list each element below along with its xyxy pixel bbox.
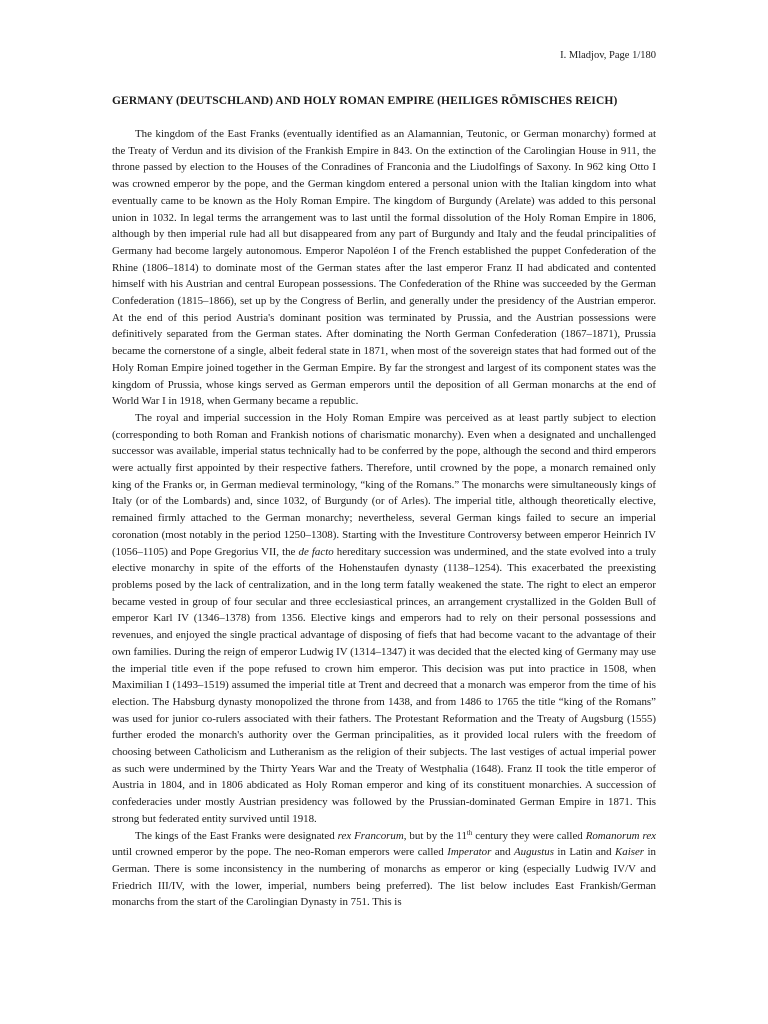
text-run: until crowned emperor by the pope. The neo-Roman emperors were called <box>112 846 448 859</box>
ordinal-suffix: th <box>466 828 473 837</box>
text-run: in Latin and <box>553 846 615 859</box>
page-header: I. Mladjov, Page 1/180 <box>560 50 656 61</box>
text-run: in German. There is some inconsistency in the numbering of monarchs as emperor or king (especially Ludwig IV/V and Friedrich III/IV, with the lower, imperial, numbers being preferred). The list below includes East Frankish/German monarchs from the start of the Carolingian Dynasty in 751. This is <box>112 846 656 909</box>
text-run: , but by the <box>403 829 457 842</box>
italic-term: Augustus <box>514 846 554 859</box>
text-run: The royal and imperial succession in the Holy Roman Empire was perceived as at least partly subject to election (corresponding to both Roman and Frankish notions of charismatic monarchy). Even when a designated and unchallenged successor was available, imperial status technically had to be conferred by the pope, although the second and third emperors were actually first appointed by their respective fathers. Therefore, until crowned by the pope, a monarch remained only king of the Franks or, in German medieval terminology, “king of the Romans.” The monarchs were simultaneously kings of Italy (or of the Lombards) and, since 1032, of Burgundy (or of Arles). The imperial title, although theoretically elective, remained firmly attached to the German monarchy; nevertheless, several German kings failed to secure an imperial coronation (most notably in the period 1250–1308). Starting with the Investiture Controversy between emperor Heinrich IV (1056–1105) and Pope Gregorius VII, the <box>112 411 656 558</box>
italic-term: rex Francorum <box>337 829 404 842</box>
document-body <box>112 126 656 911</box>
italic-term: de facto <box>298 545 334 558</box>
paragraph-2 <box>112 410 656 828</box>
paragraph-1: The kingdom of the East Franks (eventually identified as an Alamannian, Teutonic, or German monarchy) formed at the Treaty of Verdun and its division of the Frankish Empire in 843. On the extinction of the Carolingian House in 911, the throne passed by election to the Houses of the Conradines of Franconia and the Liudolfings of Saxony. In 962 king Otto I was crowned emperor by the pope, and the German kingdom entered a personal union with the Italian kingdom into what eventually came to be known as the Holy Roman Empire. The kingdom of Burgundy (Arelate) was added to this personal union in 1032. In legal terms the arrangement was to last until the formal dissolution of the Holy Roman Empire in 1806, although by then imperial rule had all but disappeared from any part of Burgundy and Italy and the feudal principalities of Germany had become largely autonomous. Emperor Napoléon I of the French established the puppet Confederation of the Rhine (1806–1814) to dominate most of the German states after the last emperor Franz II had abdicated and contented himself with his Austrian and central European possessions. The Confederation of the Rhine was succeeded by the German Confederation (1815–1866), set up by the Congress of Berlin, and generally under the presidency of the Austrian emperor. At the end of this period Austria's dominant position was terminated by Prussia, and the Austrian possessions were definitively separated from the German states. After dominating the North German Confederation (1867–1871), Prussia became the cornerstone of a single, albeit federal state in 1871, when most of the sovereign states that had formed out of the Holy Roman Empire joined together in the German Empire. By far the strongest and largest of its component states was the kingdom of Prussia, whose kings served as German emperors until the deposition of all German monarchs at the end of World War I in 1918, when Germany became a republic. <box>112 128 656 408</box>
document-title: GERMANY (DEUTSCHLAND) AND HOLY ROMAN EMPIRE (HEILIGES RÖMISCHES REICH) <box>112 95 618 107</box>
text-run: century they were called <box>472 829 586 842</box>
italic-term: Imperator <box>447 846 492 859</box>
text-run: hereditary succession was undermined, and the state evolved into a truly elective monarchy in spite of the efforts of the Hohenstaufen dynasty (1138–1254). This exacerbated the preexisting problems posed by the lack of centralization, and in the long term fatally weakened the state. The right to elect an emperor became vested in group of four secular and three ecclesiastical princes, an arrangement crystallized in the Golden Bull of emperor Karl IV (1346–1378) from 1356. Elective kings and emperors had to rely on their personal possessions and revenues, and enjoyed the single practical advantage of disposing of fiefs that had become vacant to the advantage of their own families. During the reign of emperor Ludwig IV (1314–1347) it was decided that the elected king of Germany may use the imperial title even if the pope refused to crown him emperor. This decision was put into practice in 1508, when Maximilian I (1493–1519) assumed the imperial title at Trent and decreed that a monarch was emperor from the time of his election. The Habsburg dynasty monopolized the throne from 1438, and from 1486 to 1765 the title “king of the Romans” was used for junior co-rulers associated with their fathers. The Protestant Reformation and the Treaty of Augsburg (1555) further eroded the monarch's authority over the German principalities, as it provided local rulers with the freedom of choosing between Catholicism and Lutheranism as the religion of their subjects. The last vestiges of actual imperial power as such were undermined by the Thirty Years War and the Treaty of Westphalia (1648). Franz II took the title emperor of Austria in 1804, and in 1806 abdicated as Holy Roman emperor and king of its constituent monarchies. A succession of confederacies under mostly Austrian presidency was followed by the Prussian-dominated German Empire in 1871. This strong but federated entity survived until 1918. <box>112 545 657 825</box>
text-run: The kings of the East Franks were designated <box>135 829 338 842</box>
paragraph-3 <box>112 828 656 912</box>
text-run: and <box>491 846 515 859</box>
italic-term: Romanorum rex <box>585 829 656 842</box>
ordinal-number: 11 <box>456 829 467 842</box>
italic-term: Kaiser <box>615 846 645 859</box>
